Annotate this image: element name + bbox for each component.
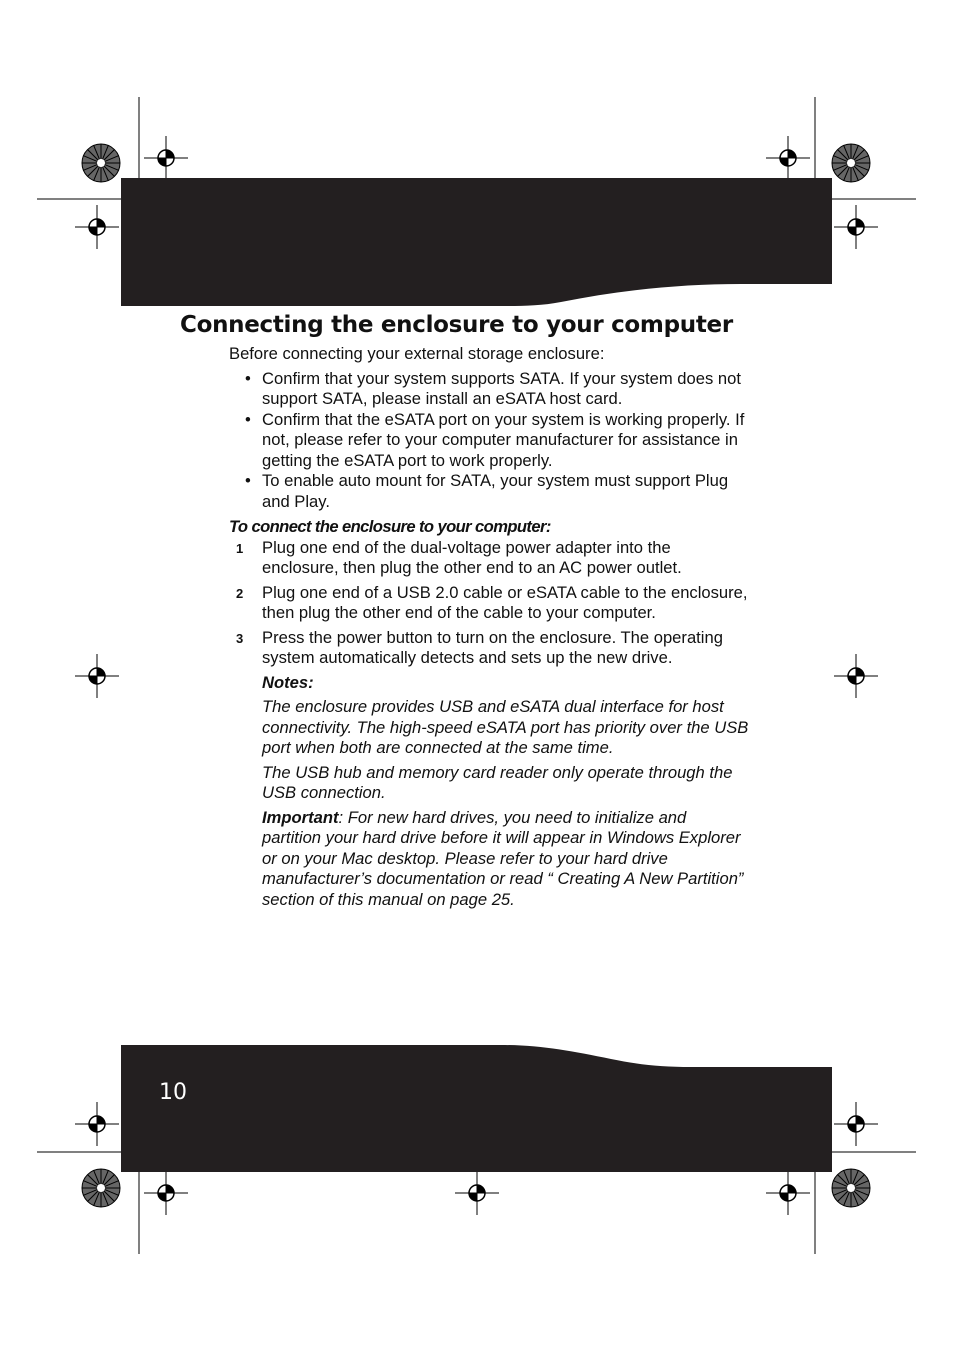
page-title: Connecting the enclosure to your computer <box>180 312 733 338</box>
step-item <box>229 583 749 624</box>
footer-band <box>121 1045 832 1172</box>
procedure-steps <box>229 538 749 669</box>
list-item <box>229 410 749 472</box>
important-label: Important <box>262 807 339 827</box>
step-item <box>229 628 749 669</box>
header-band <box>121 178 832 308</box>
note-text: The enclosure provides USB and eSATA dual interface for host connectivity. The high-speed eSATA port has priority over the USB port when both are connected at the same time. <box>262 697 749 757</box>
step-number: 2 <box>236 585 244 601</box>
bullet-icon: • <box>245 409 251 429</box>
list-item <box>229 471 749 512</box>
step-number: 3 <box>236 630 244 646</box>
step-item <box>229 538 749 579</box>
step-number: 1 <box>236 540 244 556</box>
notes-block <box>229 673 749 911</box>
bullet-icon: • <box>245 368 251 388</box>
list-item-text: Confirm that your system supports SATA. If your system does not support SATA, please install an eSATA host card. <box>262 368 741 408</box>
important-text: : For new hard drives, you need to initialize and partition your hard drive before it will appear in Windows Explorer or on your Mac desktop. Please refer to your hard drive manufacturer’s documentation or read “ Creating A New Partition” section of this manual on page 25. <box>262 807 744 909</box>
page-number: 10 <box>159 1080 187 1105</box>
note-text: The USB hub and memory card reader only operate through the USB connection. <box>262 762 733 802</box>
important-note <box>262 808 749 911</box>
notes-label: Notes: <box>262 672 314 692</box>
intro-text: Before connecting your external storage enclosure: <box>229 344 605 363</box>
step-text: Plug one end of the dual-voltage power adapter into the enclosure, then plug the other end to an AC power outlet. <box>262 537 682 577</box>
bullet-icon: • <box>245 471 251 490</box>
list-item-text: To enable auto mount for SATA, your system must support Plug and Play. <box>262 471 729 511</box>
prerequisite-list <box>229 369 749 513</box>
main-content <box>229 344 749 914</box>
procedure-title: To connect the enclosure to your computer: <box>229 517 551 536</box>
step-text: Press the power button to turn on the enclosure. The operating system automatically detects and sets up the new drive. <box>262 627 723 667</box>
list-item-text: Confirm that the eSATA port on your system is working properly. If not, please refer to your computer manufacturer for assistance in getting the eSATA port to work properly. <box>262 409 745 470</box>
step-text: Plug one end of a USB 2.0 cable or eSATA cable to the enclosure, then plug the other end of the cable to your computer. <box>262 582 748 622</box>
list-item <box>229 369 749 410</box>
